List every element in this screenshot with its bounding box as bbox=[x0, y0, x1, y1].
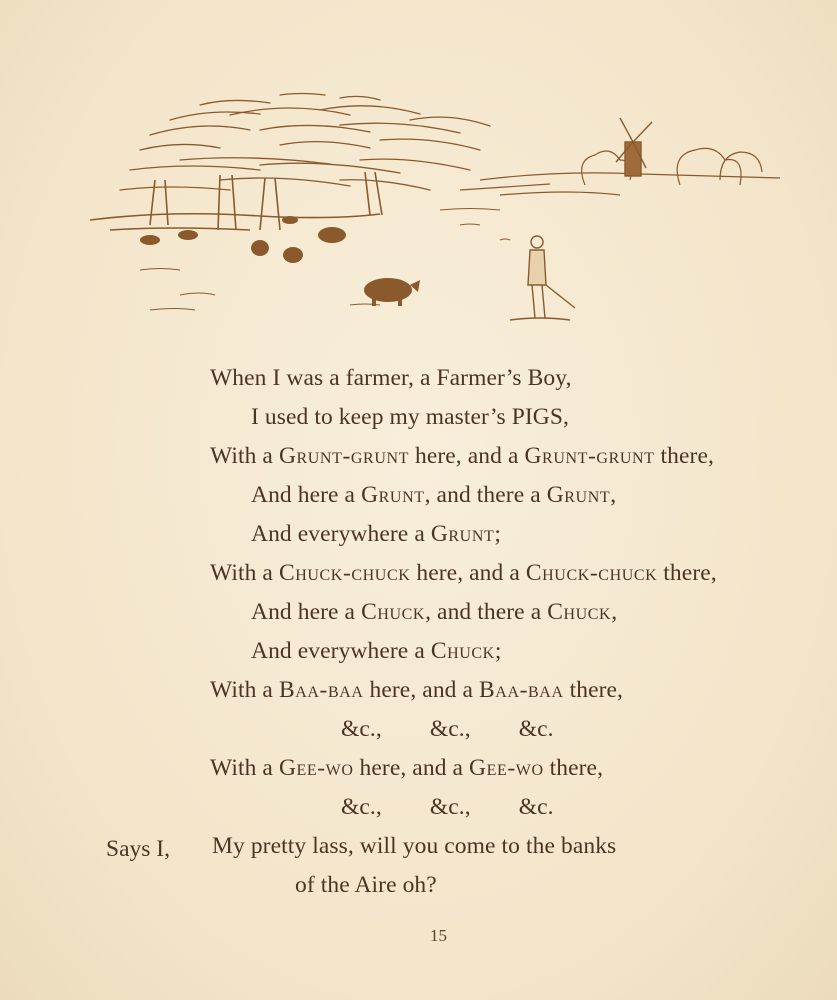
pigs-in-distance bbox=[140, 216, 346, 263]
poem-line-11: With a Gee-wo here, and a Gee-wo there, bbox=[210, 755, 604, 781]
poem-line-12: &c., &c., &c. bbox=[341, 794, 554, 820]
poem-line-1: When I was a farmer, a Farmer’s Boy, bbox=[210, 365, 572, 391]
pig-icon bbox=[364, 278, 420, 306]
poem-line-5: And everywhere a Grunt; bbox=[251, 521, 501, 547]
poem-line-13: My pretty lass, will you come to the banks bbox=[212, 833, 617, 859]
poem-line-2: I used to keep my master’s PIGS, bbox=[251, 404, 570, 430]
poem-line-9: With a Baa-baa here, and a Baa-baa there, bbox=[210, 677, 624, 703]
farmer-boy-icon bbox=[510, 236, 575, 320]
poem-line-6: With a Chuck-chuck here, and a Chuck-chuck there, bbox=[210, 560, 717, 586]
tree-canopy bbox=[120, 94, 490, 191]
poem-line-7: And here a Chuck, and there a Chuck, bbox=[251, 599, 618, 625]
farm-illustration bbox=[80, 80, 790, 330]
tree-trunks bbox=[90, 172, 382, 230]
ground-marks bbox=[140, 209, 510, 311]
poem-line-14: of the Aire oh? bbox=[295, 872, 437, 898]
poem-line-4: And here a Grunt, and there a Grunt, bbox=[251, 482, 617, 508]
background-landscape bbox=[460, 148, 780, 195]
page-number: 15 bbox=[430, 926, 447, 945]
poem-line-10: &c., &c., &c. bbox=[341, 716, 554, 742]
speaker-label: Says I, bbox=[106, 836, 170, 862]
poem-line-8: And everywhere a Chuck; bbox=[251, 638, 502, 664]
poem-line-3: With a Grunt-grunt here, and a Grunt-grunt there, bbox=[210, 443, 714, 469]
windmill-icon bbox=[616, 118, 652, 176]
